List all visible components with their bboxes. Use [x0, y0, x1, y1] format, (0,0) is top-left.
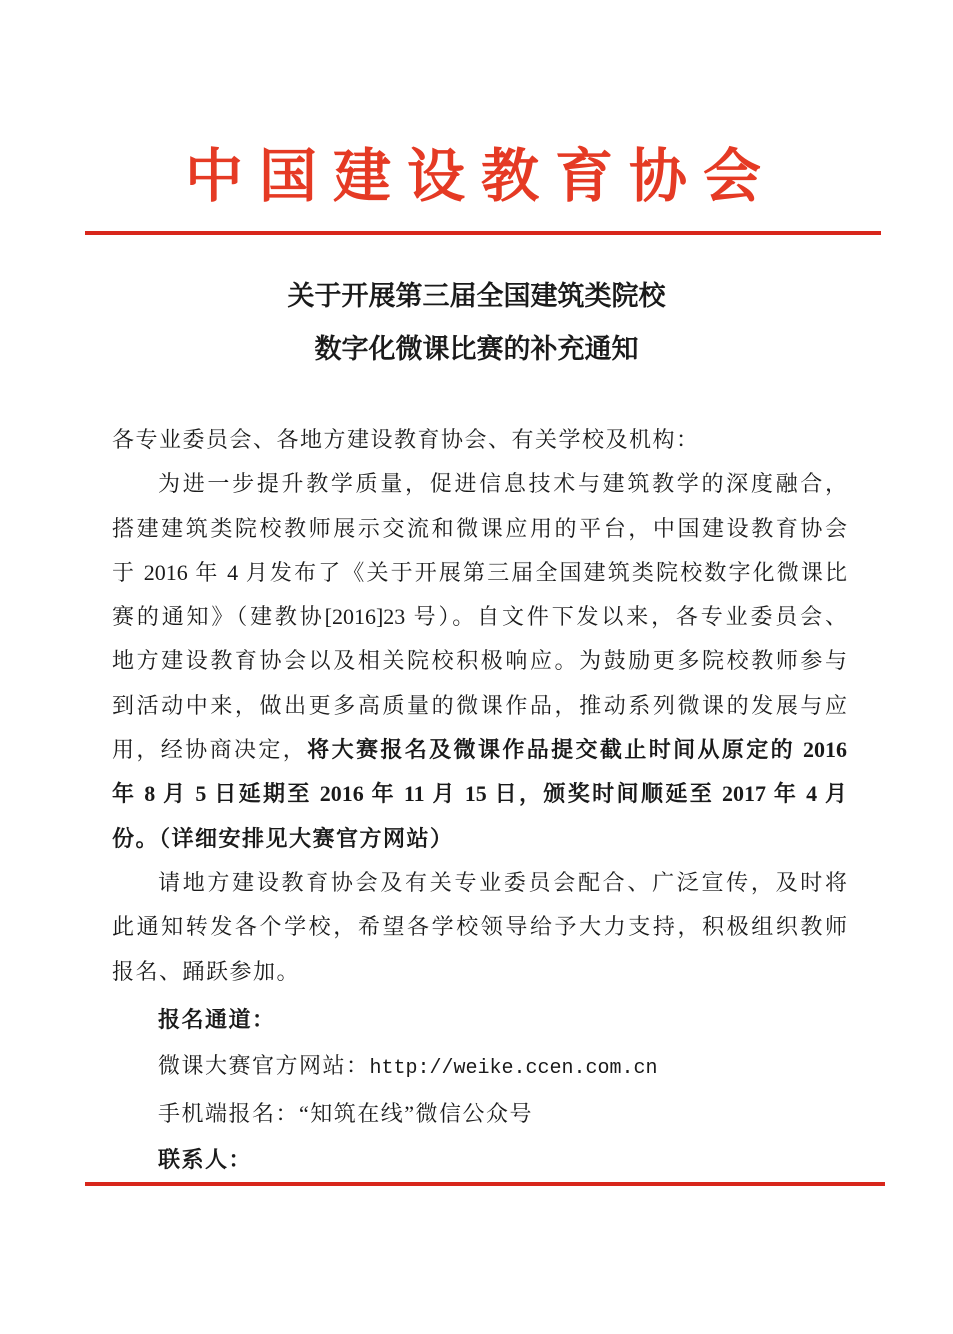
letterhead-red-rule — [85, 231, 881, 235]
paragraph-1-line: 赛的通知》（建教协[2016]23 号）。自文件下发以来，各专业委员会、 — [112, 604, 847, 630]
notice-title-line-2: 数字化微课比赛的补充通知 — [314, 334, 639, 365]
registration-section — [112, 997, 847, 1182]
registration-heading: 报名通道： — [158, 1007, 276, 1032]
paragraph-1-line: 到活动中来，做出更多高质量的微课作品，推动系列微课的发展与应 — [112, 692, 847, 718]
footer-red-rule — [85, 1182, 885, 1186]
website-url: http://weike.ccen.com.cn — [369, 1056, 658, 1080]
website-label: 微课大赛官方网站： — [158, 1052, 370, 1078]
paragraph-1-line — [112, 728, 847, 772]
paragraph-1-line: 搭建建筑类院校教师展示交流和微课应用的平台，中国建设教育协会 — [112, 515, 847, 541]
paragraph-1-line: 地方建设教育协会以及相关院校积极响应。为鼓励更多院校教师参与 — [112, 648, 847, 674]
contact-heading: 联系人： — [158, 1146, 253, 1172]
paragraph-1-line: 为进一步提升教学质量，促进信息技术与建筑教学的深度融合， — [158, 471, 847, 497]
deadline-extension-line: 年 8 月 5 日延期至 2016 年 11 月 15 日，颁奖时间顺延至 2017 年 4 月 — [112, 781, 847, 807]
paragraph-2-line: 报名、踊跃参加。 — [112, 958, 301, 984]
deadline-extension-line: 份。（详细安排见大赛官方网站） — [112, 825, 454, 851]
salutation: 各专业委员会、各地方建设教育协会、有关学校及机构： — [112, 427, 700, 452]
paragraph-2-line: 此通知转发各个学校，希望各学校领导给予大力支持，积极组织教师 — [112, 914, 847, 940]
letterhead-org-name: 中国建设教育协会 — [185, 142, 778, 210]
paragraph-1-line: 于 2016 年 4 月发布了《关于开展第三届全国建筑类院校数字化微课比 — [112, 559, 847, 585]
notice-title-line-1: 关于开展第三届全国建筑类院校 — [287, 281, 666, 312]
registration-mobile: 手机端报名：“知筑在线”微信公众号 — [158, 1101, 534, 1126]
paragraph-2-line: 请地方建设教育协会及有关专业委员会配合、广泛宣传，及时将 — [158, 869, 847, 895]
notice-body — [112, 418, 847, 994]
registration-website — [112, 1043, 847, 1092]
deadline-extension-text: 将大赛报名及微课作品提交截止时间从原定的 2016 — [307, 737, 847, 763]
paragraph-1-line-normal-text: 用，经协商决定， — [112, 737, 308, 763]
